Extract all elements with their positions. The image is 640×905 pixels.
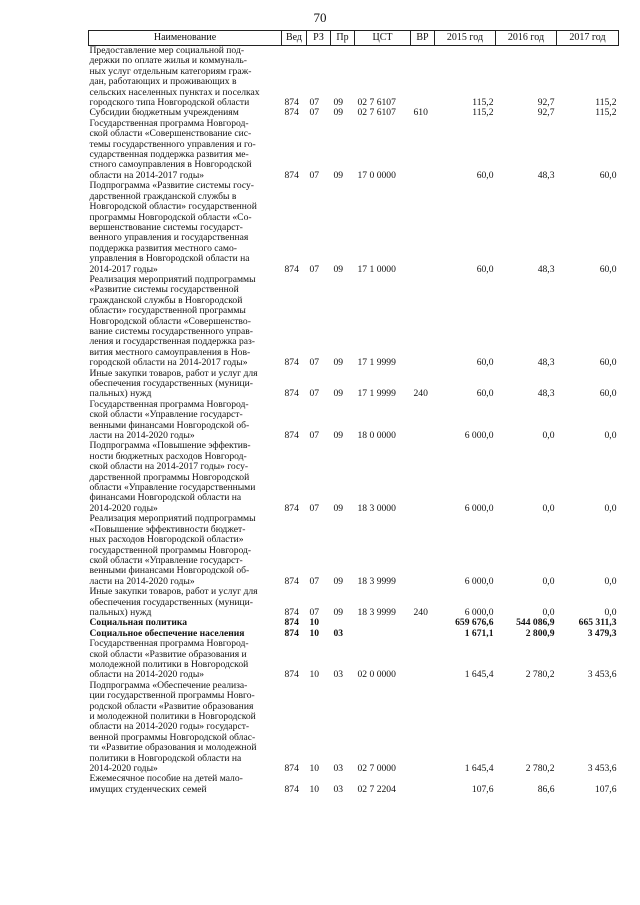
budget-table (88, 30, 619, 795)
row-2016: 2 800,9 (525, 627, 555, 639)
row-2016: 92,7 (537, 97, 555, 109)
row-name-line: Государственная программа Новгород- (89, 398, 249, 410)
row-2016: 48,3 (537, 357, 555, 369)
row-name-line: области на 2014-2017 годы» (89, 169, 205, 181)
row-vr (411, 618, 435, 628)
row-name (89, 400, 282, 442)
row-name-line: Государственная программа Новгород- (89, 117, 249, 129)
row-name-line: молодежной политики в Новгородской (89, 658, 249, 670)
row-2017: 0,0 (604, 430, 617, 442)
row-vr (411, 774, 435, 795)
row-name-line: стного самоуправления в Новгородской (89, 159, 252, 171)
row-2016: 0,0 (542, 575, 555, 587)
row-2016: 0,0 (542, 502, 555, 514)
row-2015: 60,0 (476, 357, 494, 369)
row-name-line: ской области «Развитие образования и (89, 648, 247, 660)
row-2017: 0,0 (604, 575, 617, 587)
row-name-line: Предоставление мер социальной под- (89, 45, 245, 56)
row-name-line: имущих студенческих семей (89, 783, 207, 795)
row-name-line: городского типа Новгородской области (89, 97, 250, 109)
row-2015: 6 000,0 (464, 430, 494, 442)
row-name-line: Реализация мероприятий подпрограммы (89, 513, 256, 525)
row-vr (411, 46, 435, 109)
table-row (89, 275, 619, 369)
table-row (89, 681, 619, 775)
row-name-line: ности бюджетных расходов Новгород- (89, 450, 247, 462)
row-ved: 874 (284, 430, 299, 442)
row-2016: 48,3 (537, 388, 555, 400)
row-name-line: ской области на 2014-2017 годы» госу- (89, 461, 249, 473)
row-name (89, 587, 282, 618)
row-ved: 874 (284, 169, 299, 181)
row-2016: 86,6 (537, 783, 555, 795)
header-2016: 2016 год (496, 31, 557, 46)
row-2016: 0,0 (542, 606, 555, 618)
row-cst: 18 3 9999 (357, 606, 396, 618)
header-name: Наименование (89, 31, 282, 46)
row-2016: 48,3 (537, 263, 555, 275)
row-name (89, 514, 282, 587)
table-row (89, 400, 619, 442)
row-2017: 0,0 (604, 606, 617, 618)
row-pr: 09 (333, 357, 344, 369)
header-cst: ЦСТ (355, 31, 411, 46)
row-ved: 874 (284, 575, 299, 587)
row-ved: 874 (284, 763, 299, 775)
row-cst: 18 0 0000 (357, 430, 396, 442)
row-rz: 10 (309, 783, 320, 795)
row-2016: 544 086,9 (516, 617, 555, 629)
row-name-line: вершенствование системы государст- (89, 221, 243, 233)
row-ved: 874 (284, 357, 299, 369)
row-name-line: Государственная программа Новгород- (89, 638, 249, 650)
row-name-line: держки по оплате жилья и коммуналь- (89, 55, 247, 67)
row-name-line: «Развитие системы государственной (89, 284, 239, 296)
row-pr: 09 (333, 606, 344, 618)
row-2015: 1 645,4 (464, 763, 494, 775)
row-name-line: Иные закупки товаров, работ и услуг для (89, 586, 258, 598)
table-row (89, 587, 619, 618)
row-cst: 17 1 9999 (357, 357, 396, 369)
row-name-line: Ежемесячное пособие на детей мало- (89, 773, 243, 785)
row-ved: 874 (284, 107, 299, 119)
table-row (89, 181, 619, 275)
row-pr: 09 (333, 502, 344, 514)
row-rz: 07 (309, 107, 320, 119)
row-name-line: гражданской службы в Новгородской (89, 294, 243, 306)
row-name-line: вития местного самоуправления в Нов- (89, 346, 251, 358)
row-name-line: городской области на 2014-2017 годы» (89, 357, 248, 369)
row-name (89, 369, 282, 400)
row-cst: 02 7 0000 (357, 763, 396, 775)
row-pr: 09 (333, 107, 344, 119)
row-2015: 115,2 (472, 97, 494, 109)
row-name-line: пальных) нужд (89, 388, 152, 400)
row-vr: 240 (413, 388, 428, 400)
row-2017: 60,0 (599, 388, 617, 400)
row-name (89, 275, 282, 369)
row-ved: 874 (284, 783, 299, 795)
row-vr (411, 681, 435, 775)
row-2017: 60,0 (599, 169, 617, 181)
header-2017: 2017 год (557, 31, 619, 46)
row-pr: 09 (333, 388, 344, 400)
row-name (89, 639, 282, 681)
row-rz: 07 (309, 169, 320, 181)
row-ved: 874 (284, 669, 299, 681)
row-2015: 6 000,0 (464, 502, 494, 514)
row-pr: 09 (333, 430, 344, 442)
row-name-line: управления в Новгородской области на (89, 253, 250, 265)
row-cst (355, 629, 411, 639)
row-name-line: дарственной гражданской службы в (89, 190, 237, 202)
table-row (89, 514, 619, 587)
row-name-line: 2014-2020 годы» (89, 502, 158, 514)
row-rz: 10 (309, 627, 320, 639)
row-2015: 60,0 (476, 388, 494, 400)
row-name-line: дарственной программы Новгородской (89, 471, 250, 483)
row-vr (411, 639, 435, 681)
row-name-line: Новгородской области» государственной (89, 201, 257, 213)
row-2016: 2 780,2 (525, 763, 555, 775)
header-pr: Пр (331, 31, 355, 46)
row-name-line: дан, работающих и проживающих в (89, 76, 237, 88)
row-2017: 60,0 (599, 263, 617, 275)
row-name-line: программы Новгородской области «Со- (89, 211, 252, 223)
row-2017: 3 453,6 (587, 669, 617, 681)
row-ved: 874 (284, 263, 299, 275)
row-cst (355, 618, 411, 628)
row-2016: 92,7 (537, 107, 555, 119)
row-2017: 0,0 (604, 502, 617, 514)
row-2015: 107,6 (471, 783, 494, 795)
row-rz: 10 (309, 763, 320, 775)
row-name-line: Подпрограмма «Повышение эффектив- (89, 440, 251, 452)
row-name-line: ласти на 2014-2020 годы» (89, 575, 195, 587)
row-name-line: пальных) нужд (89, 606, 152, 618)
row-2015: 1 645,4 (464, 669, 494, 681)
row-2017: 107,6 (594, 783, 617, 795)
row-name-line: родской области «Развитие образования (89, 700, 254, 712)
row-name-line: темы государственного управления и го- (89, 138, 256, 150)
row-pr: 03 (333, 763, 344, 775)
row-rz: 07 (309, 388, 320, 400)
row-2015: 60,0 (476, 263, 494, 275)
row-name-line: государственной программы Новгород- (89, 544, 252, 556)
table-row (89, 119, 619, 181)
row-name-line: ти «Развитие образования и молодежной (89, 742, 257, 754)
row-name-line: «Повышение эффективности бюджет- (89, 523, 246, 535)
row-2016: 48,3 (537, 169, 555, 181)
row-pr: 09 (333, 263, 344, 275)
row-name-line: политики в Новгородской области на (89, 752, 242, 764)
row-cst: 17 1 0000 (357, 263, 396, 275)
row-name-line: поддержка развития местного само- (89, 242, 237, 254)
row-name (89, 119, 282, 181)
row-name-line: обеспечения государственных (муници- (89, 596, 254, 608)
row-name-line: ской области «Совершенствование сис- (89, 128, 252, 140)
row-name-line: области» государственной программы (89, 305, 246, 317)
row-vr (411, 629, 435, 639)
row-vr (411, 181, 435, 275)
row-name-line: сельских населенных пунктах и поселках (89, 86, 260, 98)
row-name (89, 181, 282, 275)
table-header-row (89, 31, 619, 46)
row-name-line: венного управления и государственная (89, 232, 249, 244)
row-ved: 874 (284, 606, 299, 618)
row-name-line: венными финансами Новгородской об- (89, 565, 250, 577)
row-name-line: ных услуг отдельным категориям граж- (89, 65, 252, 77)
row-pr: 03 (333, 783, 344, 795)
row-name-line: венной программы Новгородской облас- (89, 731, 256, 743)
row-name (89, 441, 282, 514)
table-row (89, 639, 619, 681)
row-rz: 07 (309, 263, 320, 275)
row-name-line: 2014-2020 годы» (89, 763, 158, 775)
row-vr (411, 119, 435, 181)
row-name-line: 2014-2017 годы» (89, 263, 158, 275)
row-rz: 10 (309, 669, 320, 681)
row-name-line: ления и государственная поддержка раз- (89, 336, 255, 348)
row-name-line: сударственная поддержка развития ме- (89, 149, 249, 161)
row-rz: 10 (309, 617, 320, 629)
row-name-line: Социальное обеспечение населения (89, 627, 245, 639)
row-2015: 115,2 (472, 107, 494, 119)
row-rz: 07 (309, 606, 320, 618)
row-cst: 18 3 0000 (357, 502, 396, 514)
row-name-line: Социальная политика (89, 617, 188, 629)
row-2017: 3 453,6 (587, 763, 617, 775)
page-number: 70 (313, 10, 327, 25)
row-ved: 874 (284, 502, 299, 514)
row-name-line: области на 2014-2020 годы» (89, 669, 205, 681)
row-name-line: Иные закупки товаров, работ и услуг для (89, 367, 258, 379)
row-name-line: и молодежной политики в Новгородской (89, 711, 256, 722)
row-cst: 02 0 0000 (357, 669, 396, 681)
header-rz: РЗ (307, 31, 331, 46)
row-name-line: обеспечения государственных (муници- (89, 378, 254, 389)
row-cst: 17 1 9999 (357, 388, 396, 400)
row-2017: 115,2 (595, 97, 617, 109)
row-ved: 874 (284, 97, 299, 109)
row-name-line: Новгородской области «Совершенство- (89, 315, 251, 327)
row-name-line: ции государственной программы Новго- (89, 690, 255, 702)
row-rz: 07 (309, 575, 320, 587)
row-name-line: финансами Новгородской области на (89, 492, 242, 504)
row-name-line: области на 2014-2020 годы» государст- (89, 721, 250, 733)
row-name (89, 774, 282, 795)
row-vr (411, 514, 435, 587)
row-2017: 60,0 (599, 357, 617, 369)
row-vr (411, 400, 435, 442)
row-rz: 07 (309, 502, 320, 514)
row-vr (411, 275, 435, 369)
row-2015: 1 671,1 (464, 627, 494, 639)
row-cst: 02 7 6107 (357, 107, 396, 119)
row-name-line: Реализация мероприятий подпрограммы (89, 273, 256, 285)
row-name-line: ных расходов Новгородской области» (89, 534, 244, 546)
row-name-line: ской области «Управление государст- (89, 409, 243, 421)
row-rz: 07 (309, 97, 320, 109)
row-vr: 240 (413, 606, 428, 618)
row-name-line: области «Управление государственными (89, 482, 256, 494)
row-name-line: Подпрограмма «Развитие системы госу- (89, 180, 254, 192)
row-2017: 665 311,3 (578, 617, 617, 629)
table-row (89, 774, 619, 795)
row-vr: 610 (413, 107, 428, 119)
row-2017: 115,2 (595, 107, 617, 119)
row-name-line: вание системы государственного управ- (89, 325, 253, 337)
row-2015: 6 000,0 (464, 606, 494, 618)
table-row (89, 369, 619, 400)
row-ved: 874 (284, 388, 299, 400)
row-pr: 03 (333, 669, 344, 681)
header-2015: 2015 год (435, 31, 496, 46)
row-name-line: ской области «Управление государст- (89, 554, 243, 566)
row-vr (411, 441, 435, 514)
row-pr: 09 (333, 575, 344, 587)
row-pr: 09 (333, 169, 344, 181)
row-ved: 874 (284, 627, 299, 639)
header-ved: Вед (282, 31, 307, 46)
table-row (89, 441, 619, 514)
row-2016: 0,0 (542, 430, 555, 442)
row-name-line: венными финансами Новгородской об- (89, 419, 250, 431)
row-name-line: Подпрограмма «Обеспечение реализа- (89, 679, 248, 691)
row-2016: 2 780,2 (525, 669, 555, 681)
row-2017: 3 479,3 (587, 627, 617, 639)
row-name-line: Субсидии бюджетным учреждениям (89, 107, 239, 119)
row-cst: 17 0 0000 (357, 169, 396, 181)
row-rz: 07 (309, 430, 320, 442)
row-2015: 659 676,6 (455, 617, 494, 629)
row-ved: 874 (284, 617, 299, 629)
row-name (89, 681, 282, 775)
row-cst: 02 7 6107 (357, 97, 396, 109)
row-2015: 6 000,0 (464, 575, 494, 587)
row-cst: 18 3 9999 (357, 575, 396, 587)
table-row (89, 46, 619, 109)
row-name (89, 46, 282, 109)
row-cst: 02 7 2204 (357, 783, 396, 795)
row-name-line: ласти на 2014-2020 годы» (89, 430, 195, 442)
row-pr: 09 (333, 97, 344, 109)
header-vr: ВР (411, 31, 435, 46)
row-rz: 07 (309, 357, 320, 369)
row-2015: 60,0 (476, 169, 494, 181)
row-pr: 03 (333, 627, 344, 639)
